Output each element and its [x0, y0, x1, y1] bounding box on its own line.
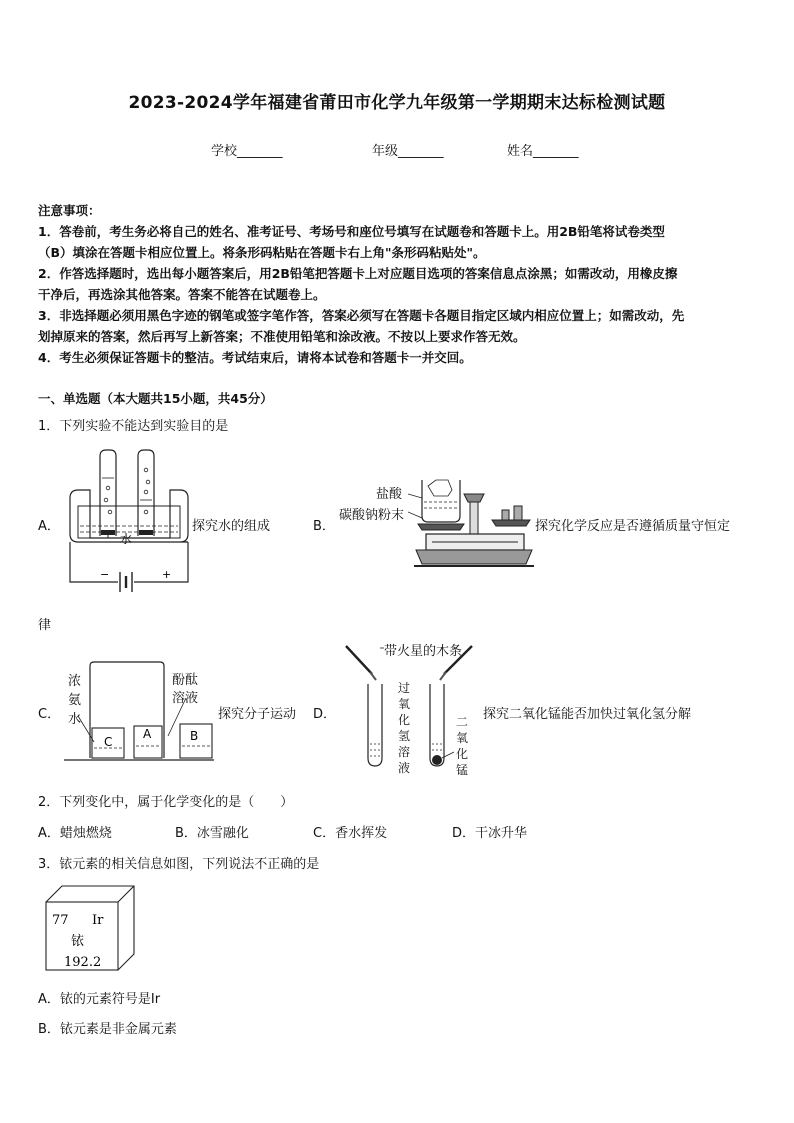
q1-option-a-desc: 探究水的组成 — [192, 519, 271, 534]
q1-option-b-desc-cont: 律 — [38, 618, 52, 633]
beaker-c-label: C — [104, 735, 113, 749]
name-field: 姓名_______ — [507, 144, 579, 159]
q1-option-a-letter: A． — [38, 519, 60, 534]
q2-option-b: B．冰雪融化 — [175, 826, 249, 841]
beaker-a-label: A — [143, 727, 152, 741]
question-1-stem: 1．下列实验不能达到实验目的是 — [38, 419, 229, 434]
element-card-iridium — [44, 884, 136, 974]
water-label: 水 — [120, 532, 133, 546]
atomic-number: 77 — [52, 913, 69, 928]
q1-option-d-desc: 探究二氧化锰能否加快过氧化氢分解 — [483, 707, 692, 722]
notice-line: （B）填涂在答题卡相应位置上。将条形码粘贴在答题卡右上角"条形码粘贴处"。 — [38, 245, 486, 260]
q1-option-c-desc: 探究分子运动 — [218, 707, 297, 722]
ammonia-label: 浓 氨 水 — [68, 674, 82, 727]
notice-line: 2．作答选择题时，选出每小题答案后，用2B铅笔把答题卡上对应题目选项的答案信息点涂黑；如需改动，用橡皮擦 — [38, 266, 678, 281]
section-heading: 一、单选题（本大题共15小题，共45分） — [38, 391, 273, 406]
atomic-mass: 192.2 — [64, 955, 102, 970]
q1-option-d-letter: D． — [313, 707, 337, 722]
q1-option-b-letter: B． — [313, 519, 335, 534]
notice-line: 4．考生必须保证答题卡的整洁。考试结束后，请将本试卷和答题卡一并交回。 — [38, 350, 472, 365]
minus-sign: − — [100, 568, 110, 581]
question-3-stem: 3．铱元素的相关信息如图，下列说法不正确的是 — [38, 857, 320, 872]
acid-label: 盐酸 — [376, 487, 403, 502]
notice-line: 1．答卷前，考生务必将自己的姓名、准考证号、考场号和座位号填写在试题卷和答题卡上。用2B铅笔将试卷类型 — [38, 224, 665, 239]
q3-option-b: B．铱元素是非金属元素 — [38, 1022, 177, 1037]
electrolysis-apparatus — [64, 448, 194, 600]
mno2-label: 二 氧 化 锰 — [455, 715, 468, 777]
q3-option-a: A．铱的元素符号是Ir — [38, 992, 161, 1007]
notice-heading: 注意事项： — [38, 203, 101, 218]
molecular-motion-apparatus — [64, 660, 214, 768]
powder-label: 碳酸钠粉末 — [339, 508, 405, 523]
question-2-stem: 2．下列变化中，属于化学变化的是（ ） — [38, 795, 294, 810]
grade-field: 年级_______ — [372, 144, 444, 159]
balance-apparatus — [408, 476, 534, 572]
notice-block — [38, 200, 758, 368]
q2-option-c: C．香水挥发 — [313, 826, 388, 841]
h2o2-label: 过 氧 化 氢 溶 液 — [397, 681, 410, 775]
element-symbol: Ir — [92, 913, 104, 928]
glowing-splint-label: 带火星的木条 — [384, 644, 463, 659]
q1-option-c-letter: C． — [38, 707, 61, 722]
q1-option-b-desc: 探究化学反应是否遵循质量守恒定 — [535, 519, 731, 534]
notice-line: 划掉原来的答案，然后再写上新答案；不准使用铅笔和涂改液。不按以上要求作答无效。 — [38, 329, 526, 344]
q2-option-d: D．干冰升华 — [452, 826, 528, 841]
school-field: 学校_______ — [211, 144, 283, 159]
page-title: 2023-2024学年福建省莆田市化学九年级第一学期期末达标检测试题 — [128, 93, 666, 113]
plus-sign: + — [162, 568, 172, 581]
q2-option-a: A．蜡烛燃烧 — [38, 826, 112, 841]
beaker-b-label: B — [190, 729, 199, 743]
phenolphthalein-label: 酚酞 溶液 — [172, 673, 199, 706]
notice-line: 干净后，再选涂其他答案。答案不能答在试题卷上。 — [38, 287, 326, 302]
notice-line: 3．非选择题必须用黑色字迹的钢笔或签字笔作答，答案必须写在答题卡各题目指定区域内相应位置上；如需改动，先 — [38, 308, 685, 323]
element-name: 铱 — [71, 934, 85, 949]
